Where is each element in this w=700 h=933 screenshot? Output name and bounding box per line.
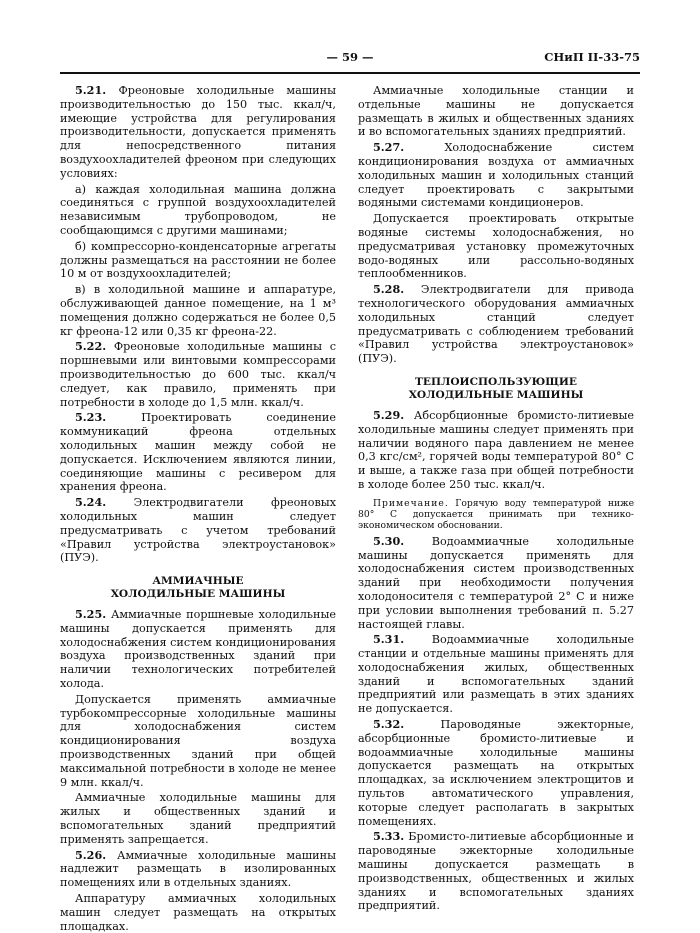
left-column [60, 84, 336, 933]
note: Примечание. Горячую воду температурой ниже 80° С допускается принимать при технико-экономическом обосновании. [358, 497, 635, 531]
right-column [358, 84, 634, 913]
section-heading-heat-using: ТЕПЛОИСПОЛЬЗУЮЩИЕ ХОЛОДИЛЬНЫЕ МАШИНЫ [408, 375, 584, 401]
page-number: — 59 — [326, 50, 374, 64]
clause-5-26: 5.26. Аммиачные холодильные машины надлежит размещать в изолированных помещениях или в отдельных зданиях. [60, 847, 336, 890]
clause-5-26-p2: Аппаратуру аммиачных холодильных машин следует размещать на открытых площадках. [60, 892, 336, 933]
clause-5-25: 5.25. Аммиачные поршневые холодильные машины допускается применять для холодоснабжения систем кондиционирования воздуха производственных зданий при наличии технологических потребителей холода. [60, 607, 336, 691]
clause-5-27-p2: Допускается проектировать открытые водяные системы холодоснабжения, но предусматривая установку промежуточных водо-водяных или рассольно-водяных теплообменников. [358, 212, 634, 281]
clause-5-21-b: б) компрессорно-конденсаторные агрегаты должны размещаться на расстоянии не более 10 м от воздухоохладителей; [60, 239, 336, 281]
clause-5-26-p3: Аммиачные холодильные станции и отдельные машины не допускается размещать в жилых и общественных зданиях и во вспомогательных зданиях предприятий. [358, 84, 634, 139]
document-code: СНиП II-33-75 [544, 50, 640, 64]
section-heading-ammonia: АММИАЧНЫЕ ХОЛОДИЛЬНЫЕ МАШИНЫ [110, 575, 286, 601]
clause-5-28: 5.28. Электродвигатели для привода технологического оборудования аммиачных холодильных станций следует предусматривать с соблюдением требований «Правил устройства электроустановок» (ПУЭ). [358, 282, 634, 366]
clause-5-23: 5.23. Проектировать соединение коммуникаций фреона отдельных холодильных машин между собой не допускается. Исключением являются линии, соединяющие машины с ресивером для хранения фреона. [60, 410, 336, 494]
clause-5-29: 5.29. Абсорбционные бромисто-литиевые холодильные машины следует применять при наличии водяного пара давлением не менее 0,3 кгс/см², горячей воды температурой 80° С и выше, а также газа при общей потребности в холоде более 250 тыс. ккал/ч. [358, 407, 634, 491]
clause-5-24: 5.24. Электродвигатели фреоновых холодильных машин следует предусматривать с учетом требований «Правил устройства электроустановок» (ПУЭ). [60, 495, 337, 565]
clause-5-21-a: а) каждая холодильная машина должна соединяться с группой воздухоохладителей независимым трубопроводом, не сообщающимся с другими машинами; [60, 182, 336, 237]
header-rule [60, 72, 640, 74]
clause-5-27: 5.27. Холодоснабжение систем кондиционирования воздуха от аммиачных холодильных машин и холодильных станций следует проектировать с закрытыми водяными системами кондиционеров. [358, 140, 635, 210]
page-header [60, 50, 640, 68]
clause-5-22: 5.22. Фреоновые холодильные машины с поршневыми или винтовыми компрессорами производительностью до 600 тыс. ккал/ч следует, как правило, применять при потребности в холоде до 1,5 млн. ккал/ч. [60, 339, 336, 409]
clause-5-21-v: в) в холодильной машине и аппаратуре, обслуживающей данное помещение, на 1 м³ помещения должно содержаться не более 0,5 кг фреона-12 или 0,35 кг фреона-22. [60, 283, 336, 338]
clause-5-32: 5.32. Пароводяные эжекторные, абсорбционные бромисто-литиевые и водоаммиачные холодильные машины допускается размещать на открытых площадках, за исключением электрощитов и пультов автоматического управления, которые следует располагать в закрытых помещениях. [358, 717, 635, 828]
clause-5-31: 5.31. Водоаммиачные холодильные станции и отдельные машины применять для холодоснабжения жилых, общественных зданий и вспомогательных зданий предприятий или размещать в этих зданиях не допускается. [358, 632, 634, 716]
clause-5-30: 5.30. Водоаммиачные холодильные машины допускается применять для холодоснабжения систем производственных зданий при необходимости получения холодоносителя с температурой 2° С и ниже при условии выполнения требований п. 5.27 настоящей главы. [358, 533, 634, 631]
clause-5-25-p2: Допускается применять аммиачные турбокомпрессорные холодильные машины для холодоснабжения систем кондиционирования воздуха производственных зданий при общей максимальной потребности в холоде не менее 9 млн. ккал/ч. [60, 692, 336, 789]
clause-5-21: 5.21. Фреоновые холодильные машины производительностью до 150 тыс. ккал/ч, имеющие устройства для регулирования производительности, допускается применять для непосредственного питания воздухоохладителей фреоном при следующих условиях: [60, 83, 336, 180]
clause-5-25-p3: Аммиачные холодильные машины для жилых и общественных зданий и вспомогательных зданий предприятий применять запрещается. [60, 791, 336, 846]
clause-5-33: 5.33. Бромисто-литиевые абсорбционные и пароводяные эжекторные холодильные машины допускается размещать в производственных, общественных и жилых зданиях и вспомогательных зданиях предприятий. [358, 829, 634, 913]
